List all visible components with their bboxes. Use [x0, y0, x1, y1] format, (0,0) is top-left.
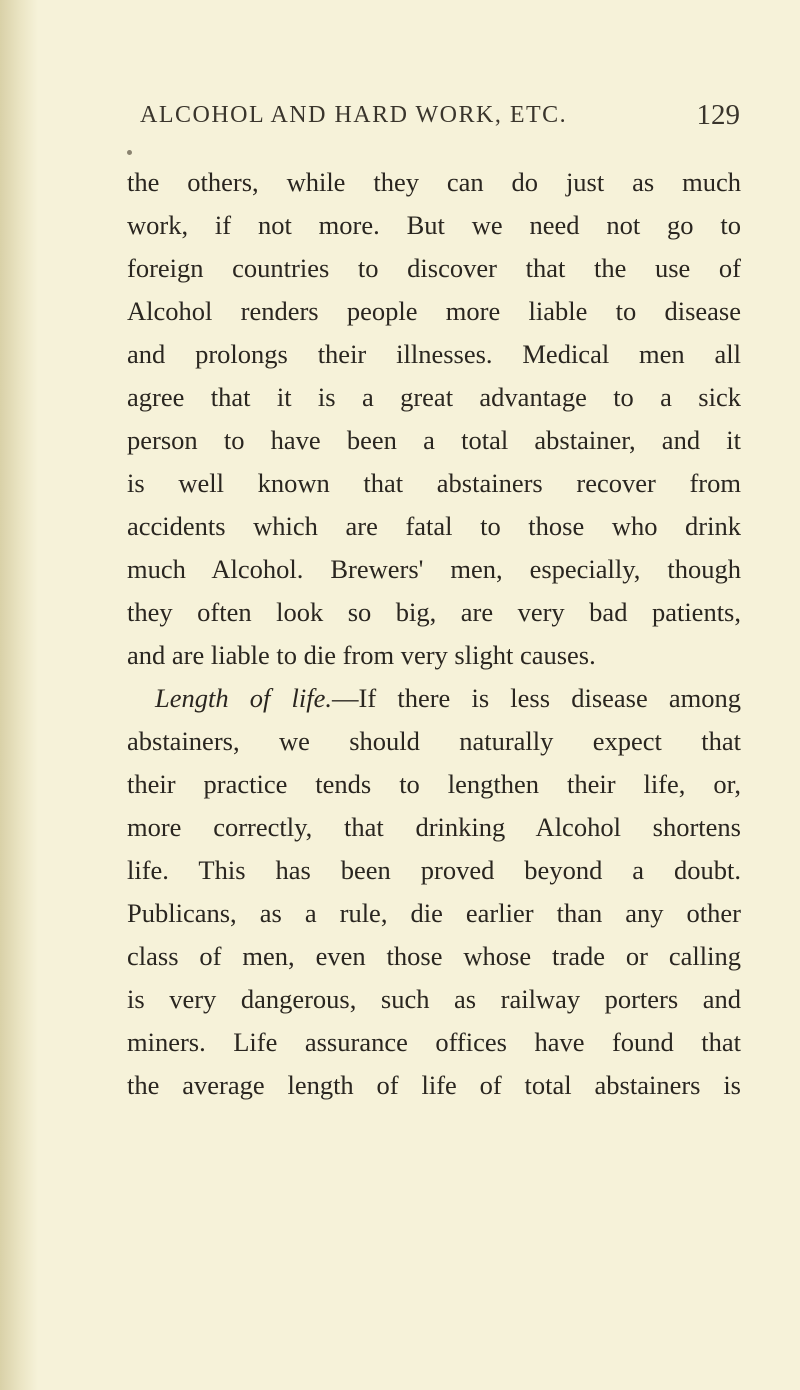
- page-edge-shadow: [0, 0, 38, 1390]
- text-line: abstainers, we should naturally expect that: [127, 726, 741, 756]
- section-first-line: [127, 677, 741, 720]
- text-line: and prolongs their illnesses. Medical men all: [127, 339, 741, 369]
- text-line: foreign countries to discover that the use of: [127, 253, 741, 283]
- text-line: accidents which are fatal to those who drink: [127, 511, 741, 541]
- text-line: and are liable to die from very slight causes.: [127, 640, 596, 670]
- text-line: class of men, even those whose trade or calling: [127, 941, 741, 971]
- running-head: ALCOHOL AND HARD WORK, ETC.: [140, 102, 568, 128]
- text-line: is well known that abstainers recover from: [127, 468, 741, 498]
- section-first-line-text: —If there is less disease among: [332, 683, 742, 713]
- body-text: [127, 161, 741, 1107]
- print-speck: [127, 150, 132, 155]
- text-line: Alcohol renders people more liable to disease: [127, 296, 741, 326]
- page-number: 129: [696, 99, 740, 131]
- text-line: life. This has been proved beyond a doubt.: [127, 855, 741, 885]
- text-line: work, if not more. But we need not go to: [127, 210, 741, 240]
- text-line: is very dangerous, such as railway porters and: [127, 984, 741, 1014]
- text-line: they often look so big, are very bad patients,: [127, 597, 741, 627]
- text-line: agree that it is a great advantage to a sick: [127, 382, 741, 412]
- text-line: miners. Life assurance offices have found that: [127, 1027, 741, 1057]
- text-line: much Alcohol. Brewers' men, especially, though: [127, 554, 741, 584]
- text-line: person to have been a total abstainer, and it: [127, 425, 741, 455]
- text-line: the average length of life of total abstainers is: [127, 1070, 741, 1100]
- section-heading: Length of life.: [155, 683, 333, 713]
- page-header: [140, 99, 740, 142]
- text-line: the others, while they can do just as much: [127, 167, 741, 197]
- text-line: Publicans, as a rule, die earlier than any other: [127, 898, 741, 928]
- text-line: their practice tends to lengthen their life, or,: [127, 769, 741, 799]
- text-line: more correctly, that drinking Alcohol shortens: [127, 812, 741, 842]
